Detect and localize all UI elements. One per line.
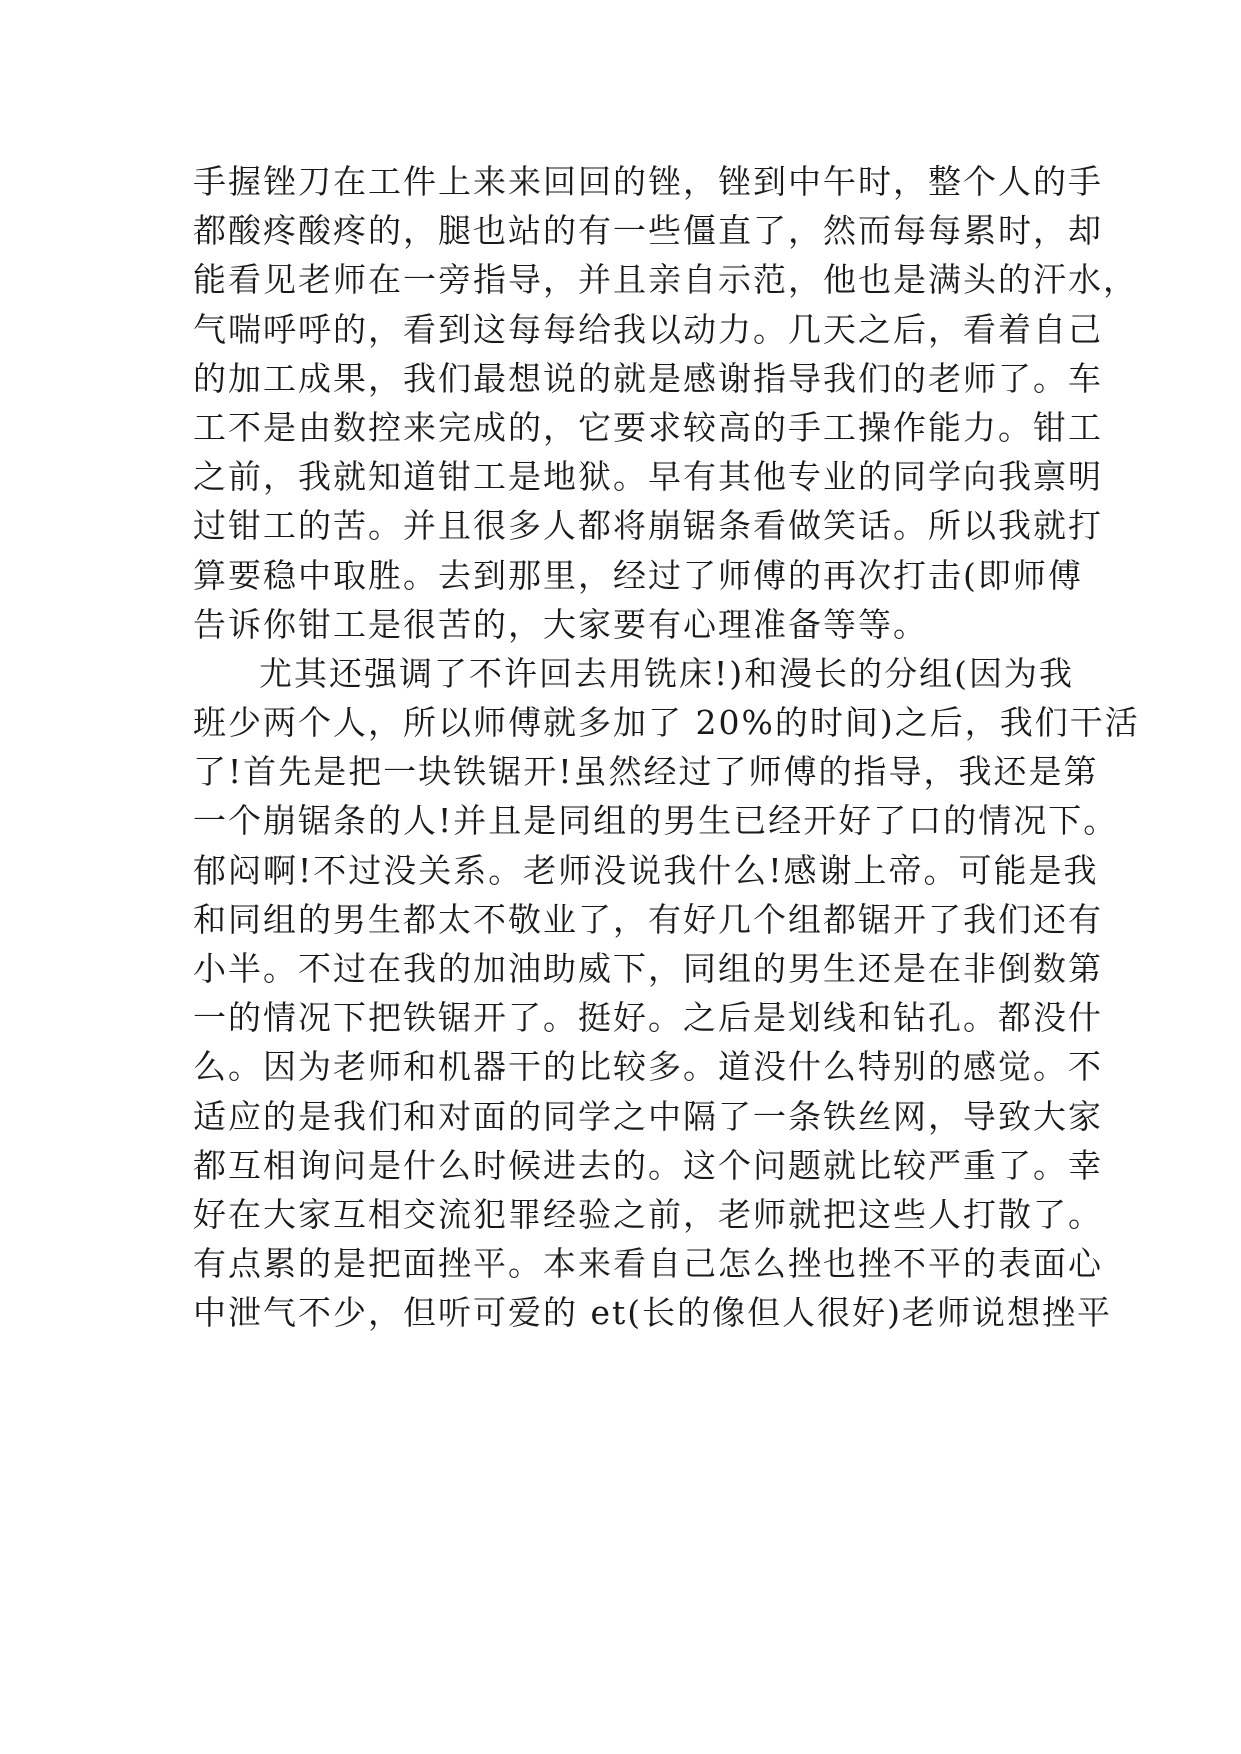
text-line: 能看见老师在一旁指导，并且亲自示范，他也是满头的汗水， xyxy=(193,260,1138,300)
text-line: 告诉你钳工是很苦的，大家要有心理准备等等。 xyxy=(193,604,928,644)
text-line: 中泄气不少，但听可爱的 et(长的像但人很好)老师说想挫平 xyxy=(193,1293,1113,1333)
text-line: 都互相询问是什么时候进去的。这个问题就比较严重了。幸 xyxy=(193,1145,1103,1185)
body-text xyxy=(193,157,1140,1338)
text-line: 小半。不过在我的加油助威下，同组的男生还是在非倒数第 xyxy=(193,949,1103,988)
text-line: 过钳工的苦。并且很多人都将崩锯条看做笑话。所以我就打 xyxy=(193,506,1103,546)
text-line: 算要稳中取胜。去到那里，经过了师傅的再次打击(即师傅 xyxy=(193,555,1083,595)
text-line: 有点累的是把面挫平。本来看自己怎么挫也挫不平的表面心 xyxy=(193,1244,1103,1284)
text-line: 好在大家互相交流犯罪经验之前，老师就把这些人打散了。 xyxy=(193,1194,1103,1234)
text-line: 手握锉刀在工件上来来回回的锉，锉到中午时，整个人的手 xyxy=(193,162,1103,201)
text-line: 适应的是我们和对面的同学之中隔了一条铁丝网，导致大家 xyxy=(193,1096,1103,1136)
text-line: 一的情况下把铁锯开了。挺好。之后是划线和钻孔。都没什 xyxy=(193,998,1103,1038)
text-line: 郁闷啊!不过没关系。老师没说我什么!感谢上帝。可能是我 xyxy=(193,850,1099,890)
paragraph-start-line: 尤其还强调了不许回去用铣床!)和漫长的分组(因为我 xyxy=(259,653,1075,693)
text-line: 么。因为老师和机器干的比较多。道没什么特别的感觉。不 xyxy=(193,1047,1103,1087)
text-line: 了!首先是把一块铁锯开!虽然经过了师傅的指导，我还是第 xyxy=(193,752,1099,792)
text-line: 工不是由数控来完成的，它要求较高的手工操作能力。钳工 xyxy=(193,407,1103,447)
text-line: 之前，我就知道钳工是地狱。早有其他专业的同学向我禀明 xyxy=(193,457,1103,497)
text-line: 都酸疼酸疼的，腿也站的有一些僵直了，然而每每累时，却 xyxy=(193,211,1103,251)
text-line: 气喘呼呼的，看到这每每给我以动力。几天之后，看着自己 xyxy=(193,309,1103,349)
text-line: 一个崩锯条的人!并且是同组的男生已经开好了口的情况下。 xyxy=(193,801,1119,841)
text-line: 班少两个人，所以师傅就多加了 20%的时间)之后，我们干活 xyxy=(193,703,1140,743)
text-line: 的加工成果，我们最想说的就是感谢指导我们的老师了。车 xyxy=(193,358,1103,398)
text-line: 和同组的男生都太不敬业了，有好几个组都锯开了我们还有 xyxy=(193,899,1103,939)
